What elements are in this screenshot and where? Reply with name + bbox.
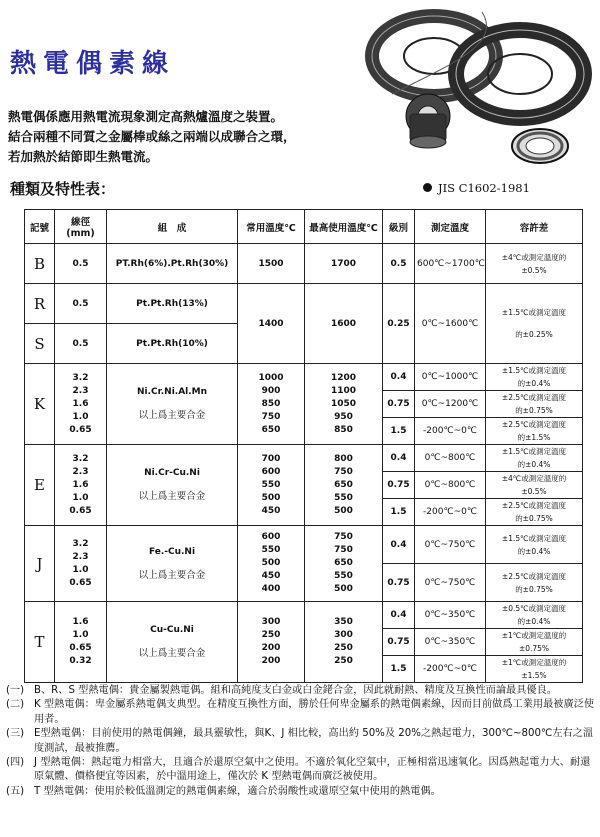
- header-cell: 容許差: [486, 210, 583, 244]
- composition-cell: PT.Rh(6%).Pt.Rh(30%): [107, 244, 238, 284]
- class-cell: 0.4: [383, 445, 415, 472]
- intro-text: [8, 107, 368, 167]
- class-cell: 0.75: [383, 472, 415, 499]
- tolerance-line: ±0.5%: [521, 487, 547, 496]
- tolerance-line: ±0.5℃或測定溫度: [501, 604, 567, 613]
- diameter-cell: [55, 445, 107, 526]
- diameter-cell: [55, 602, 107, 683]
- tolerance-cell: [486, 526, 583, 564]
- code-cell: R: [25, 284, 55, 324]
- tolerance-line: 的±0.75%: [515, 514, 553, 523]
- range-cell: 0℃~800℃: [415, 445, 486, 472]
- class-cell: 1.5: [383, 499, 415, 526]
- value-line: 550: [261, 479, 281, 490]
- range-cell: 0℃~750℃: [415, 526, 486, 564]
- tolerance-line: ±2.5℃或測定溫度: [501, 393, 567, 402]
- tolerance-line: 的±0.4%: [517, 379, 551, 388]
- range-cell: 0℃~350℃: [415, 602, 486, 629]
- note-item: [6, 785, 598, 799]
- tolerance-cell: [486, 445, 583, 472]
- normal-temp-cell: 1400: [238, 284, 305, 364]
- note-item: [6, 698, 598, 727]
- value-line: 1100: [330, 385, 357, 396]
- class-cell: 0.4: [383, 364, 415, 391]
- class-cell: 0.4: [383, 526, 415, 564]
- note-item: [6, 684, 598, 698]
- value-line: 500: [334, 505, 353, 516]
- note-number: (四): [6, 757, 25, 769]
- table-row: [25, 602, 583, 629]
- note-text: E型熱電偶：目前使用的熱電偶鐘，最具靈敏性，與K、J 相比較，高出約 50%及 20%之熱起電力，300℃~800℃左右之溫度測試，最被推薦。: [34, 728, 594, 754]
- tolerance-cell: [486, 602, 583, 629]
- tolerance-cell: [486, 364, 583, 391]
- note-item: [6, 727, 598, 756]
- tolerance-cell: [486, 418, 583, 445]
- table-header-row: [25, 210, 583, 244]
- bullet-icon: [423, 183, 432, 192]
- tolerance-line: ±4℃或測定溫度的: [501, 474, 567, 483]
- value-line: 600: [261, 532, 281, 542]
- value-line: 750: [334, 532, 353, 542]
- header-cell: 級別: [383, 210, 415, 244]
- note-number: (一): [6, 685, 25, 696]
- value-line: 1.6: [72, 617, 89, 627]
- composition-note: 以上爲主要合金: [138, 569, 206, 581]
- max-temp-cell: 1600: [305, 284, 383, 364]
- composition-cell: Pt.Pt.Rh(13%): [107, 284, 238, 324]
- normal-temp-cell: 1500: [238, 244, 305, 284]
- value-line: 0.65: [69, 577, 92, 588]
- composition-cell: [107, 602, 238, 683]
- value-line: 550: [334, 492, 353, 503]
- tolerance-line: 的±0.4%: [517, 460, 551, 469]
- value-line: 500: [261, 492, 281, 503]
- composition-cell: Pt.Pt.Rh(10%): [107, 324, 238, 364]
- code-cell: T: [25, 602, 55, 683]
- tolerance-line: ±0.75%: [518, 644, 550, 653]
- tolerance-cell: [486, 629, 583, 656]
- value-line: 900: [261, 385, 281, 396]
- value-line: 200: [261, 643, 281, 653]
- tolerance-line: ±4℃或測定溫度的: [501, 252, 567, 262]
- value-line: 1.6: [72, 398, 89, 409]
- standard-label: [423, 181, 530, 195]
- value-line: 2.3: [72, 551, 89, 562]
- value-line: 650: [261, 424, 281, 435]
- tolerance-line: 的±0.25%: [515, 329, 553, 339]
- value-line: 2.3: [72, 466, 89, 477]
- value-line: 1200: [330, 372, 357, 383]
- tolerance-line: 的±1.5%: [517, 433, 551, 442]
- range-cell: 0℃~1200℃: [415, 391, 486, 418]
- range-cell: 0℃~800℃: [415, 472, 486, 499]
- value-line: 0.65: [69, 424, 92, 435]
- value-line: 1.6: [72, 479, 89, 490]
- note-text: T 型熱電偶：使用於較低溫測定的熱電偶素線，適合於弱酸性或還原空氣中使用的熱電偶。: [34, 785, 441, 797]
- normal-temp-cell: [238, 364, 305, 445]
- tolerance-line: 的±0.75%: [515, 406, 553, 415]
- intro-line: 結合兩種不同質之金屬棒或絲之兩端以成聯合之環，: [8, 129, 296, 144]
- value-line: 550: [261, 545, 281, 555]
- header-cell: 記號: [25, 210, 55, 244]
- composition-note: 以上爲主要合金: [138, 410, 206, 421]
- normal-temp-cell: [238, 526, 305, 602]
- notes-list: [6, 684, 598, 799]
- value-line: 3.2: [72, 453, 89, 464]
- value-line: 3.2: [72, 372, 89, 383]
- composition-text: Fe.-Cu.Ni: [148, 546, 196, 557]
- class-cell: 0.25: [383, 284, 415, 364]
- page-title: 熱電偶素線: [10, 49, 176, 79]
- tolerance-line: ±2.5℃或測定溫度: [501, 501, 567, 510]
- note-text: J 型熱電偶：熱起電力相當大，且適合於還原空氣中之使用。不適於氧化空氣中，正極相當迅速氧化。因爲熱起電力大、耐還原氣體、價格便宜等因素，於中溫用途上，僅次於 K 型熱電偶而廣泛被使用。: [34, 757, 591, 783]
- standard-text: JIS C1602-1981: [438, 181, 530, 195]
- value-line: 600: [261, 466, 281, 477]
- value-line: 750: [334, 545, 353, 555]
- class-cell: 0.4: [383, 602, 415, 629]
- range-cell: -200℃~0℃: [415, 499, 486, 526]
- intro-line: 若加熱於結節即生熱電流。: [8, 149, 159, 164]
- header-cell: 線徑(mm): [55, 210, 107, 244]
- max-temp-cell: [305, 364, 383, 445]
- value-line: 700: [261, 453, 281, 464]
- composition-text: Ni.Cr.Ni.Al.Mn: [136, 387, 208, 397]
- header-cell: 組 成: [107, 210, 238, 244]
- value-line: 3.2: [72, 538, 89, 549]
- value-line: 0.65: [69, 505, 92, 516]
- note-text: B、R、S 型熱電偶：貴金屬製熱電偶。組和高純度支白金或白金銠合金，因此就耐熱、精度及互換性而論最具優良。: [34, 685, 557, 696]
- max-temp-cell: [305, 602, 383, 683]
- value-line: 500: [261, 558, 281, 568]
- tolerance-cell: [486, 564, 583, 602]
- value-line: 950: [334, 411, 353, 422]
- table-row: [25, 284, 583, 324]
- class-cell: 1.5: [383, 418, 415, 445]
- tolerance-line: ±1℃或測定溫度的: [501, 631, 567, 640]
- value-line: 1.0: [72, 630, 89, 640]
- header-cell: 測定溫度: [415, 210, 486, 244]
- value-line: 400: [261, 584, 281, 594]
- note-number: (三): [6, 728, 25, 740]
- tolerance-line: ±1.5%: [521, 671, 547, 680]
- value-line: 1000: [258, 372, 284, 383]
- max-temp-cell: [305, 445, 383, 526]
- tolerance-line: ±1℃或測定溫度的: [501, 658, 567, 667]
- intro-line: 熱電偶係應用熱電流現象測定高熱爐溫度之裝置。: [8, 109, 284, 124]
- value-line: 1.0: [72, 492, 89, 503]
- header-cell: 常用溫度℃: [238, 210, 305, 244]
- tolerance-line: ±1.5℃或測定溫度: [501, 533, 567, 543]
- section-title: 種類及特性表：: [10, 180, 116, 198]
- range-cell: 0℃~1000℃: [415, 364, 486, 391]
- value-line: 1.0: [72, 564, 89, 575]
- diameter-cell: [55, 364, 107, 445]
- value-line: 0.65: [69, 643, 92, 653]
- value-line: 800: [334, 453, 353, 464]
- composition-cell: [107, 364, 238, 445]
- code-cell: J: [25, 526, 55, 602]
- tolerance-cell: [486, 499, 583, 526]
- range-cell: 0℃~350℃: [415, 629, 486, 656]
- value-line: 550: [334, 571, 353, 581]
- table-row: [25, 526, 583, 564]
- value-line: 200: [261, 656, 281, 666]
- value-line: 650: [334, 479, 353, 490]
- value-line: 250: [334, 643, 353, 653]
- composition-note: 以上爲主要合金: [138, 491, 206, 502]
- class-cell: 0.75: [383, 391, 415, 418]
- tolerance-line: ±2.5℃或測定溫度: [501, 420, 567, 429]
- class-cell: 0.75: [383, 629, 415, 656]
- class-cell: 1.5: [383, 656, 415, 683]
- class-cell: 0.75: [383, 564, 415, 602]
- tolerance-line: ±1.5℃或測定溫度: [501, 366, 567, 375]
- composition-text: Cu-Cu.Ni: [150, 625, 194, 635]
- tolerance-cell: [486, 656, 583, 683]
- note-text: K 型熱電偶：卑金屬系熱電偶支典型。在精度互換性方面，勝於任何卑金屬系的熱電偶素線，因而目前做爲工業用最被廣泛使用者。: [34, 699, 595, 725]
- composition-cell: [107, 526, 238, 602]
- tolerance-line: 的±0.4%: [517, 546, 551, 556]
- tolerance-cell: [486, 284, 583, 364]
- value-line: 850: [334, 424, 353, 435]
- range-cell: 600℃~1700℃: [415, 244, 486, 284]
- value-line: 300: [261, 617, 281, 627]
- note-number: (二): [6, 699, 25, 711]
- table-row: [25, 364, 583, 391]
- range-cell: 0℃~1600℃: [415, 284, 486, 364]
- tolerance-line: ±1.5℃或測定溫度: [501, 307, 567, 317]
- tolerance-line: 的±0.75%: [515, 584, 553, 594]
- value-line: 250: [261, 630, 281, 640]
- range-cell: -200℃~0℃: [415, 418, 486, 445]
- value-line: 450: [261, 505, 281, 516]
- thermocouple-table: [24, 209, 583, 683]
- composition-text: Ni.Cr-Cu.Ni: [144, 468, 200, 478]
- range-cell: 0℃~750℃: [415, 564, 486, 602]
- tolerance-line: ±1.5℃或測定溫度: [501, 447, 567, 456]
- table-row: [25, 445, 583, 472]
- code-cell: S: [25, 324, 55, 364]
- tolerance-cell: [486, 391, 583, 418]
- value-line: 1.0: [72, 411, 89, 422]
- value-line: 0.32: [69, 656, 92, 666]
- normal-temp-cell: [238, 445, 305, 526]
- value-line: 1050: [330, 398, 357, 409]
- tolerance-cell: [486, 472, 583, 499]
- tolerance-line: ±0.5%: [521, 265, 547, 275]
- value-line: 250: [334, 656, 353, 666]
- normal-temp-cell: [238, 602, 305, 683]
- note-item: [6, 756, 598, 785]
- value-line: 2.3: [72, 385, 89, 396]
- value-line: 350: [334, 617, 353, 627]
- value-line: 850: [261, 398, 281, 409]
- tolerance-cell: [486, 244, 583, 284]
- header-cell: 最高使用溫度℃: [305, 210, 383, 244]
- code-cell: E: [25, 445, 55, 526]
- code-cell: B: [25, 244, 55, 284]
- diameter-cell: 0.5: [55, 244, 107, 284]
- table-row: [25, 244, 583, 284]
- diameter-cell: 0.5: [55, 324, 107, 364]
- tolerance-line: ±2.5℃或測定溫度: [501, 571, 567, 581]
- max-temp-cell: [305, 526, 383, 602]
- value-line: 300: [334, 630, 353, 640]
- value-line: 650: [334, 558, 353, 568]
- class-cell: 0.5: [383, 244, 415, 284]
- max-temp-cell: 1700: [305, 244, 383, 284]
- value-line: 750: [261, 411, 281, 422]
- wire-coils-photo: [362, 4, 600, 174]
- diameter-cell: 0.5: [55, 284, 107, 324]
- diameter-cell: [55, 526, 107, 602]
- value-line: 450: [261, 571, 281, 581]
- code-cell: K: [25, 364, 55, 445]
- note-number: (五): [6, 785, 25, 797]
- value-line: 750: [334, 466, 353, 477]
- composition-cell: [107, 445, 238, 526]
- range-cell: -200℃~0℃: [415, 656, 486, 683]
- value-line: 500: [334, 584, 353, 594]
- tolerance-line: 的±0.4%: [517, 617, 551, 626]
- composition-note: 以上爲主要合金: [138, 648, 206, 659]
